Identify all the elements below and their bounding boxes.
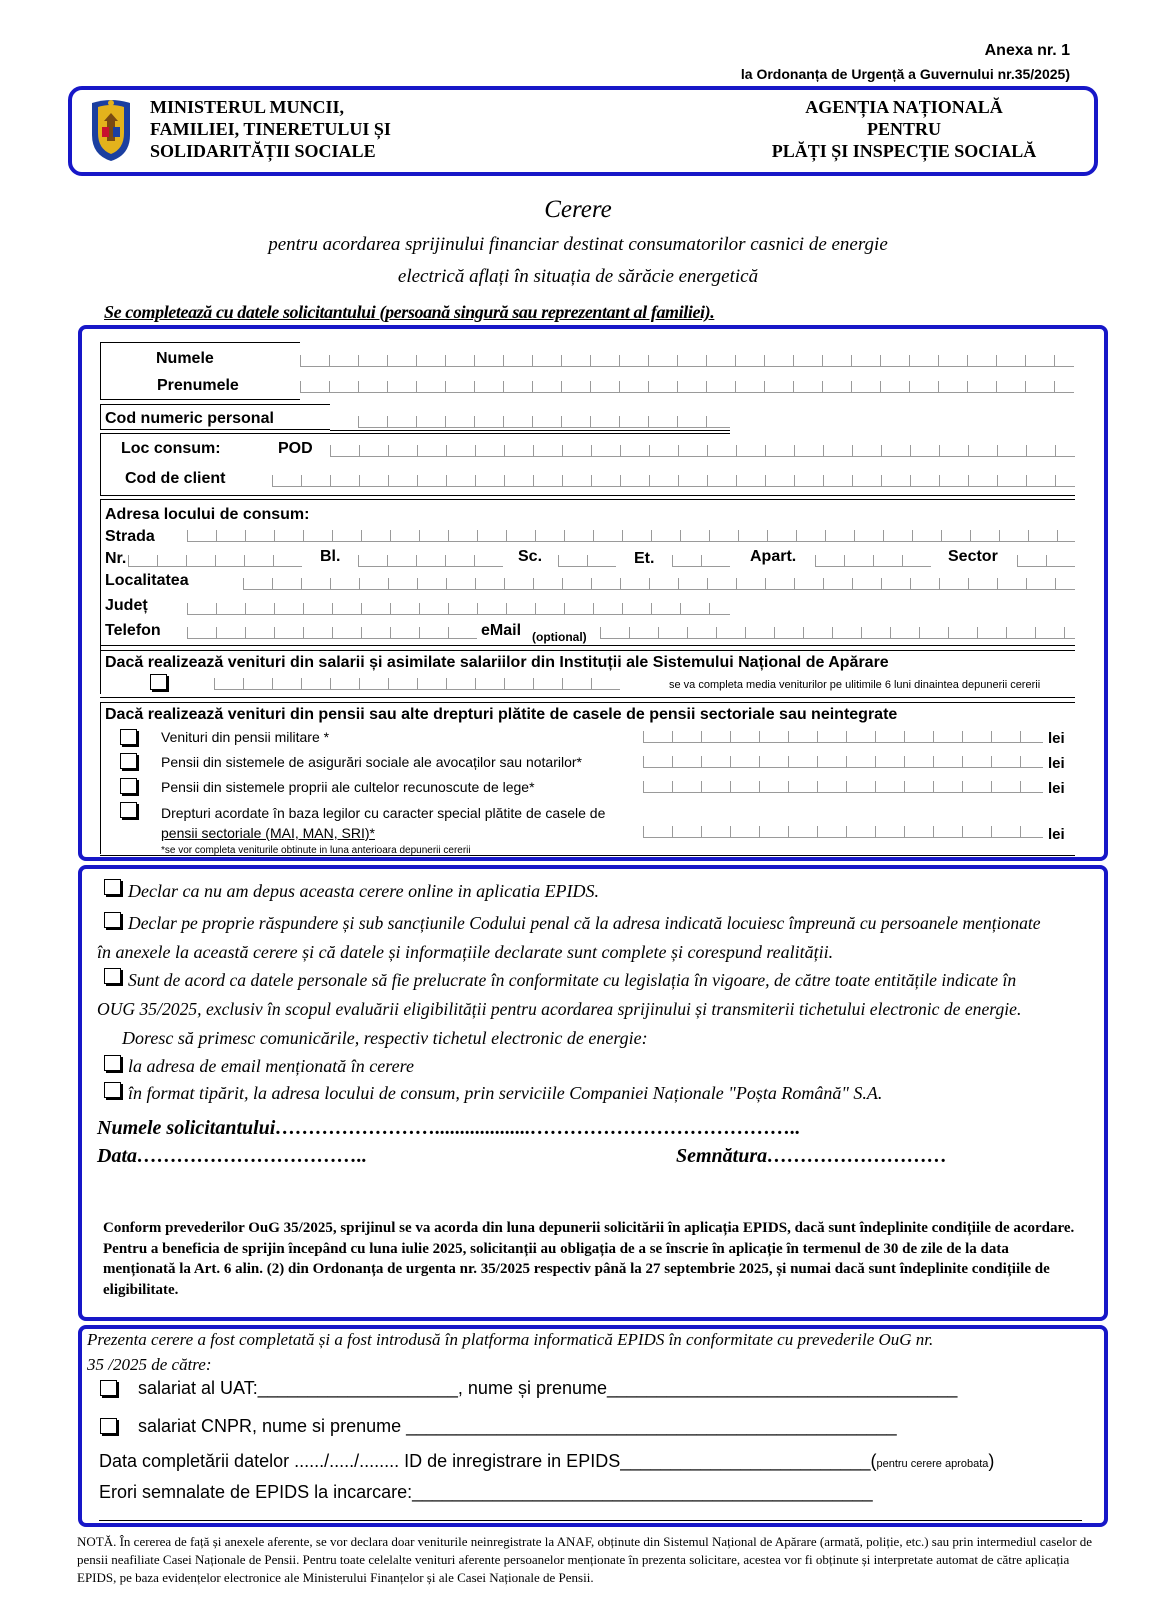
localitatea-input[interactable] <box>243 578 1075 590</box>
email-label: eMail <box>481 622 522 639</box>
footer-note: NOTĂ. În cererea de față și anexele aferente, se vor declara doar veniturile neinregistrate la ANAF, obținute din Sistemul Național de Apărare (armată, poliție, etc.) sau prin intermediul caselor de pensii neafiliate Casei Naționale de Pensii. Pentru toate celelalte venituri aferente persoanelor menționate în prezenta solicitare, acestea vor fi obținute și interpretate automat de către aplicația EPIDS, pe baza evidențelor electronice ale Ministerului Finanțelor și ale Casei Naționale de Pensii. <box>77 1534 1093 1585</box>
defense-income-checkbox[interactable] <box>150 674 167 690</box>
judet-input[interactable] <box>187 603 730 615</box>
ministry-line: FAMILIEI, TINERETULUI ȘI <box>150 119 391 139</box>
annex-title: Anexa nr. 1 <box>984 42 1070 59</box>
agency-line: AGENȚIA NAȚIONALĂ <box>805 97 1003 117</box>
declaration-text-cont: OUG 35/2025, exclusiv în scopul evaluării eligibilității pentru acordarea sprijinului și transmiterii tichetului electronic de energie. <box>97 999 1022 1019</box>
sc-label: Sc. <box>518 548 543 565</box>
cnp-input[interactable] <box>358 416 730 428</box>
pension-footnote: *se vor completa veniturile obtinute in luna anterioara depunerii cererii <box>161 845 471 856</box>
office-intro-cont: 35 /2025 de către: <box>87 1355 212 1374</box>
prenume-label: Prenumele <box>157 377 239 394</box>
bl-label: Bl. <box>320 548 341 565</box>
pension-income-heading: Dacă realizează venituri din pensii sau alte drepturi plătite de casele de pensii sectoriale sau neintegrate <box>105 706 898 723</box>
defense-income-note: se va completa media veniturilor pe ulitimile 6 luni dinaintea depunerii cererii <box>669 679 1041 691</box>
apart-input[interactable] <box>815 555 931 567</box>
declaration-checkbox[interactable] <box>104 879 121 895</box>
loc-consum-label: Loc consum: <box>121 440 221 457</box>
lei-unit: lei <box>1048 826 1065 843</box>
office-intro: Prezenta cerere a fost completată și a fost introdusă în platforma informatică EPIDS în conformitate cu prevederile OuG nr. <box>87 1330 934 1349</box>
cod-client-input[interactable] <box>272 475 1075 487</box>
bl-input[interactable] <box>358 555 503 567</box>
epids-errors-extra-line[interactable] <box>99 1520 1082 1521</box>
et-input[interactable] <box>672 555 730 567</box>
et-label: Et. <box>634 550 655 567</box>
cnpr-employee-line[interactable]: salariat CNPR, nume si prenume _________________________________________________ <box>138 1416 897 1436</box>
strada-label: Strada <box>105 528 155 545</box>
date-field[interactable]: Data…………………………….. <box>97 1145 367 1167</box>
romanian-coat-of-arms-icon <box>88 97 134 163</box>
pension-item-checkbox[interactable] <box>120 778 137 794</box>
approved-note: pentru cerere aprobata <box>876 1458 989 1470</box>
pension-item-checkbox[interactable] <box>120 753 137 769</box>
telefon-input[interactable] <box>187 627 477 639</box>
pension-item-label: Pensii din sistemele de asigurări sociale ale avocaților sau notarilor* <box>161 754 582 770</box>
form-title: Cerere <box>544 196 612 223</box>
print-option-checkbox[interactable] <box>104 1082 121 1098</box>
declaration-checkbox[interactable] <box>104 912 121 928</box>
declaration-text: Sunt de acord ca datele personale să fie prelucrate în conformitate cu legislația în vigoare, de către toate entitățile indicate în <box>128 970 1017 990</box>
institution-header <box>68 86 1098 176</box>
legal-notice: Conform prevederilor OuG 35/2025, sprijinul se va acorda din luna depunerii solicitării în aplicația EPIDS, dacă sunt îndeplinite condițiile de acordare. Pentru a beneficia de sprijin începând cu luna iulie 2025, solicitanții au obligația de a se înscrie în aplicație în termenul de 30 de zile de la data menționată la Art. 6 alin. (2) din Ordonanța de urgenta nr. 35/2025 respectiv până la 27 septembrie 2025, și numai dacă sunt îndeplinite condițiile de eligibilitate. <box>103 1220 1075 1298</box>
communication-preference: Doresc să primesc comunicările, respectiv tichetul electronic de energie: <box>122 1028 648 1048</box>
signature-field[interactable]: Semnătura……………………… <box>676 1145 948 1167</box>
telefon-label: Telefon <box>105 622 161 639</box>
ministry-name <box>150 96 391 162</box>
cnp-label: Cod numeric personal <box>105 410 274 427</box>
pension-item-checkbox[interactable] <box>120 802 137 818</box>
nume-input[interactable] <box>300 355 1074 367</box>
form-subtitle-line1: pentru acordarea sprijinului financiar destinat consumatorilor casnici de energie <box>268 234 888 255</box>
localitatea-label: Localitatea <box>105 572 189 589</box>
cod-client-label: Cod de client <box>125 470 226 487</box>
uat-employee-checkbox[interactable] <box>100 1380 117 1396</box>
pension-item-label-cont: pensii sectoriale (MAI, MAN, SRI)* <box>161 825 375 841</box>
nr-label: Nr. <box>105 550 127 567</box>
print-option-label: în format tipărit, la adresa locului de consum, prin serviciile Companiei Naționale "Poșta Română" S.A. <box>128 1083 883 1103</box>
adresa-label: Adresa locului de consum: <box>105 506 310 523</box>
lei-unit: lei <box>1048 730 1065 747</box>
lei-unit: lei <box>1048 780 1065 797</box>
pension-item-checkbox[interactable] <box>120 729 137 745</box>
form-instruction: Se completează cu datele solicitantului (persoană singură sau reprezentant al familiei). <box>104 302 715 322</box>
prenume-input[interactable] <box>300 381 1074 393</box>
defense-income-heading: Dacă realizează venituri din salarii și asimilate salariilor din Instituții ale Sistemului Național de Apărare <box>105 654 889 671</box>
approved-note-close: ) <box>988 1451 995 1471</box>
email-optional-note: (optional) <box>532 630 587 644</box>
defense-income-input[interactable] <box>214 678 620 690</box>
declaration-text: Declar ca nu am depus aceasta cerere online in aplicatia EPIDS. <box>128 881 600 901</box>
pod-label: POD <box>278 440 313 457</box>
judet-label: Județ <box>105 597 148 614</box>
strada-input[interactable] <box>187 530 1075 542</box>
pension-item-input[interactable] <box>643 781 1043 793</box>
sector-label: Sector <box>948 548 998 565</box>
form-subtitle-line2: electrică aflați în situația de sărăcie energetică <box>397 266 759 287</box>
sector-input[interactable] <box>1017 555 1075 567</box>
annex-subtitle: la Ordonanța de Urgență a Guvernului nr.35/2025) <box>740 66 1070 82</box>
nume-label: Numele <box>156 350 214 367</box>
agency-line: PENTRU <box>866 119 941 139</box>
agency-line: PLĂȚI ȘI INSPECȚIE SOCIALĂ <box>771 141 1037 161</box>
completion-date-line[interactable] <box>99 1451 994 1472</box>
email-option-label: la adresa de email menționată în cerere <box>128 1056 414 1076</box>
pension-item-label: Drepturi acordate în baza legilor cu caracter special plătite de casele de <box>161 805 606 821</box>
nr-input[interactable] <box>128 555 302 567</box>
ministry-line: MINISTERUL MUNCII, <box>150 97 345 117</box>
declaration-checkbox[interactable] <box>104 968 121 984</box>
declaration-text: Declar pe proprie răspundere și sub sancțiunile Codului penal că la adresa indicată locuiesc împreună cu persoanele menționate <box>128 913 1041 933</box>
cnpr-employee-checkbox[interactable] <box>100 1418 117 1434</box>
pod-input[interactable] <box>330 445 1075 457</box>
pension-item-input[interactable] <box>643 756 1043 768</box>
declaration-text-cont: în anexele la această cerere și că datele și informațiile declarate sunt complete și corespund realității. <box>97 942 834 962</box>
agency-name <box>744 96 1064 162</box>
applicant-name-field[interactable]: Numele solicitantului……………………...................………………………………….. <box>97 1117 801 1139</box>
pension-item-label: Venituri din pensii militare * <box>161 729 330 745</box>
email-option-checkbox[interactable] <box>104 1055 121 1071</box>
ministry-line: SOLIDARITĂȚII SOCIALE <box>150 141 376 161</box>
uat-employee-line[interactable]: salariat al UAT:____________________, nume și prenume___________________________________ <box>138 1378 958 1398</box>
pension-item-input[interactable] <box>643 731 1043 743</box>
apart-label: Apart. <box>750 548 797 565</box>
completion-date-text: Data completării datelor ....../...../........ ID de inregistrare in EPIDS_________________________( <box>99 1451 877 1471</box>
pension-item-label: Pensii din sistemele proprii ale cultelor recunoscute de lege* <box>161 779 535 795</box>
sc-input[interactable] <box>558 555 616 567</box>
epids-errors-line[interactable]: Erori semnalate de EPIDS la incarcare:______________________________________________ <box>99 1482 873 1502</box>
email-input[interactable] <box>600 627 1075 639</box>
lei-unit: lei <box>1048 755 1065 772</box>
pension-item-input[interactable] <box>643 826 1043 838</box>
